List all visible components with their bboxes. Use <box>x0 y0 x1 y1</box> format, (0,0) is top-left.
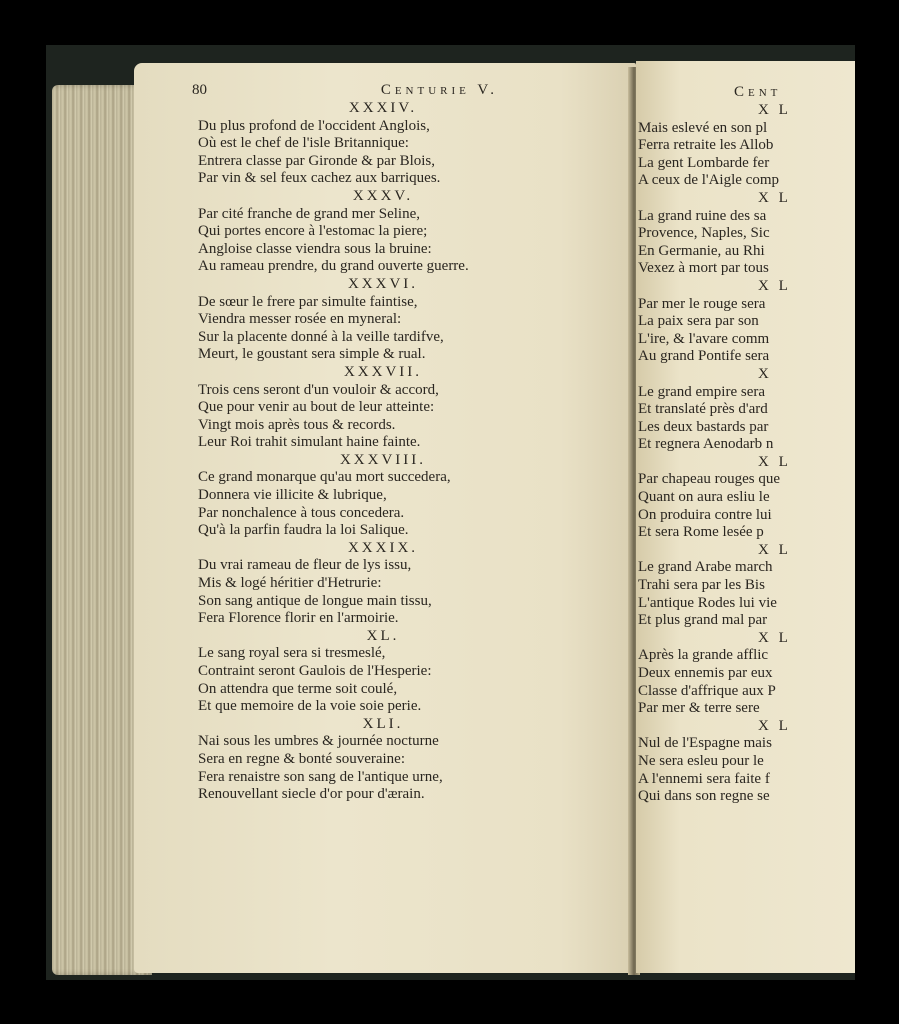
quatrain-numeral: X L <box>758 277 791 294</box>
quatrain-numeral: XL. <box>366 627 400 644</box>
quatrain-numeral: XXXVII. <box>343 363 423 380</box>
quatrain <box>198 628 568 716</box>
verse-line: En Germanie, au Rhi <box>638 242 765 259</box>
verse-line: Les deux bastards par <box>638 418 769 435</box>
quatrain-numeral: X L <box>758 102 791 118</box>
verse-line: Deux ennemis par eux <box>638 665 773 681</box>
verse-line: Au grand Pontife sera <box>638 348 770 365</box>
verse-line: Classe d'affrique aux P <box>638 682 776 699</box>
quatrain-numeral: X L <box>758 189 791 206</box>
quatrain-list <box>198 100 568 804</box>
verse-line: Renouvellant siecle d'or pour d'ærain. <box>198 786 425 803</box>
quatrain-numeral: XXXIV. <box>348 100 418 116</box>
right-running-title: Cent <box>734 84 782 100</box>
quatrain-numeral: XXXIX. <box>347 539 419 556</box>
quatrain-list-right <box>638 102 809 806</box>
verse-line: Contraint seront Gaulois de l'Hesperie: <box>198 663 432 679</box>
quatrain <box>638 718 809 806</box>
verse-line: Nul de l'Espagne mais <box>638 735 772 752</box>
verse-line: Sera en regne & bonté souveraine: <box>198 750 406 767</box>
page-number: 80 <box>192 82 207 98</box>
verse-line: L'antique Rodes lui vie <box>638 594 777 611</box>
quatrain <box>638 630 809 718</box>
verse-line: Et regnera Aenodarb n <box>638 436 774 453</box>
verse-line: Qui dans son regne se <box>638 788 770 805</box>
verse-line: Vingt mois après tous & records. <box>198 416 396 433</box>
quatrain <box>198 540 568 628</box>
running-title: Centurie V. <box>380 82 498 98</box>
verse-line: Que pour venir au bout de leur atteinte: <box>198 399 435 416</box>
verse-line: Vexez à mort par tous <box>638 260 769 277</box>
verse-line: Après la grande afflic <box>638 647 769 664</box>
verse-line: Et translaté près d'ard <box>638 401 768 418</box>
verse-line: Par nonchalence à tous concedera. <box>198 504 405 521</box>
quatrain <box>638 454 809 542</box>
verse-line: Par cité franche de grand mer Seline, <box>198 205 420 222</box>
quatrain <box>638 102 809 190</box>
quatrain-numeral: X <box>758 365 772 382</box>
verse-line: Du vrai rameau de fleur de lys issu, <box>198 557 412 574</box>
verse-line: Trois cens seront d'un vouloir & accord, <box>198 381 439 398</box>
verse-line: La grand ruine des sa <box>638 207 767 224</box>
quatrain <box>638 542 809 630</box>
right-page-text-clip <box>592 60 809 900</box>
verse-line: De sœur le frere par simulte faintise, <box>198 293 418 310</box>
verse-line: Et plus grand mal par <box>638 612 768 629</box>
verse-line: Par vin & sel feux cachez aux barriques. <box>198 170 441 187</box>
verse-line: A ceux de l'Aigle comp <box>638 172 779 189</box>
quatrain <box>198 188 568 276</box>
quatrain <box>638 366 809 454</box>
verse-line: A l'ennemi sera faite f <box>638 770 770 787</box>
verse-line: Donnera vie illicite & lubrique, <box>198 487 387 504</box>
quatrain-numeral: XLI. <box>362 715 404 732</box>
quatrain <box>198 716 568 804</box>
verse-line: Le sang royal sera si tresmeslé, <box>198 645 386 662</box>
verse-line: La paix sera par son <box>638 313 759 330</box>
running-head <box>192 82 568 100</box>
verse-line: Leur Roi trahit simulant haine fainte. <box>198 434 421 451</box>
verse-line: La gent Lombarde fer <box>638 154 770 171</box>
quatrain-numeral: X L <box>758 717 791 734</box>
quatrain-numeral: X L <box>758 629 791 646</box>
verse-line: Ce grand monarque qu'au mort succedera, <box>198 469 451 486</box>
verse-line: Par mer le rouge sera <box>638 295 766 312</box>
verse-line: Trahi sera par les Bis <box>638 577 765 594</box>
verse-line: Mais eslevé en son pl <box>638 119 768 136</box>
verse-line: Sur la placente donné à la veille tardifve, <box>198 328 444 345</box>
verse-line: Ne sera esleu pour le <box>638 752 764 769</box>
verse-line: Provence, Naples, Sic <box>638 225 770 242</box>
quatrain-numeral: X L <box>758 541 791 558</box>
verse-line: Son sang antique de longue main tissu, <box>198 592 432 609</box>
quatrain-numeral: X L <box>758 453 791 470</box>
verse-line: On attendra que terme soit coulé, <box>198 680 398 697</box>
verse-line: Qu'à la parfin faudra la loi Salique. <box>198 522 409 539</box>
verse-line: Angloise classe viendra sous la bruine: <box>198 240 432 257</box>
verse-line: Fera renaistre son sang de l'antique urne, <box>198 768 443 785</box>
verse-line: Qui portes encore à l'estomac la piere; <box>198 223 428 240</box>
quatrain-numeral: XXXVIII. <box>339 451 427 468</box>
left-page-text <box>192 82 568 804</box>
verse-line: Meurt, le goustant sera simple & rual. <box>198 346 426 363</box>
verse-line: Et sera Rome lesée p <box>638 524 764 541</box>
right-page-text <box>638 84 809 806</box>
quatrain <box>638 278 809 366</box>
quatrain <box>198 452 568 540</box>
quatrain <box>198 364 568 452</box>
verse-line: Ferra retraite les Allob <box>638 137 774 154</box>
verse-line: Nai sous les umbres & journée nocturne <box>198 733 439 750</box>
verse-line: Viendra messer rosée en myneral: <box>198 311 402 328</box>
verse-line: Où est le chef de l'isle Britannique: <box>198 135 409 152</box>
verse-line: Par chapeau rouges que <box>638 471 781 488</box>
quatrain <box>198 276 568 364</box>
quatrain <box>638 190 809 278</box>
verse-line: Par mer & terre sere <box>638 700 760 717</box>
verse-line: On produira contre lui <box>638 506 772 523</box>
verse-line: Le grand empire sera <box>638 383 766 400</box>
verse-line: Fera Florence florir en l'armoirie. <box>198 610 399 627</box>
verse-line: Quant on aura esliu le <box>638 489 770 506</box>
verse-line: Au rameau prendre, du grand ouverte guerre. <box>198 258 469 275</box>
quatrain-numeral: XXXV. <box>352 187 414 204</box>
quatrain-numeral: XXXVI. <box>347 275 419 292</box>
verse-line: L'ire, & l'avare comm <box>638 330 770 347</box>
verse-line: Entrera classe par Gironde & par Blois, <box>198 152 436 169</box>
verse-line: Mis & logé héritier d'Hetrurie: <box>198 575 382 592</box>
verse-line: Du plus profond de l'occident Anglois, <box>198 117 430 134</box>
verse-line: Et que memoire de la voie soie perie. <box>198 698 422 715</box>
quatrain <box>198 100 568 188</box>
verse-line: Le grand Arabe march <box>638 559 773 576</box>
